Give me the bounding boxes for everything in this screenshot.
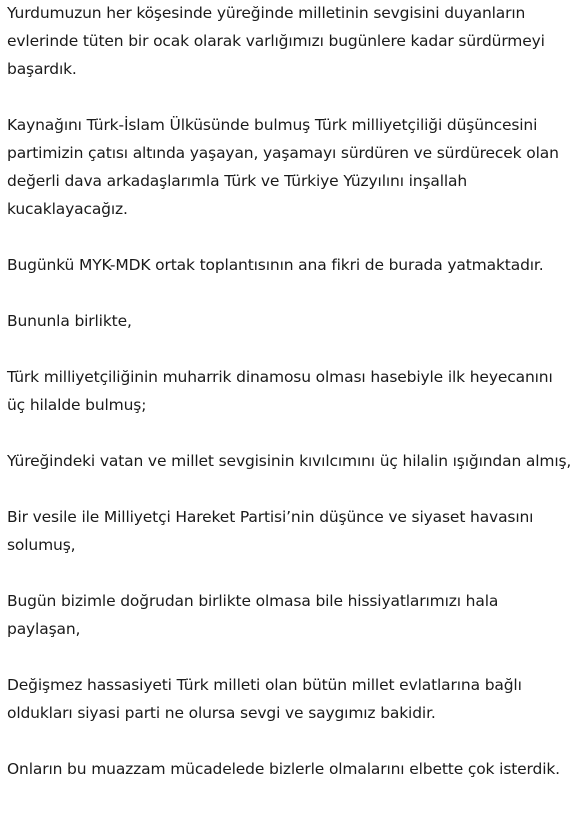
paragraph: Bir vesile ile Milliyetçi Hareket Partisi’nin düşünce ve siyaset havasını solumuş,: [7, 508, 534, 554]
paragraph: Kaynağını Türk-İslam Ülküsünde bulmuş Türk milliyetçiliği düşüncesini partimizin çatısı altında yaşayan, yaşamayı sürdüren ve sürdürecek olan değerli dava arkadaşlarımla Türk ve Türkiye Yüzyılını inşallah kucaklayacağız.: [7, 116, 559, 218]
paragraph: Bugün bizimle doğrudan birlikte olmasa bile hissiyatlarımızı hala paylaşan,: [7, 592, 499, 638]
paragraph: Değişmez hassasiyeti Türk milleti olan bütün millet evlatlarına bağlı oldukları siyasi parti ne olursa sevgi ve saygımız bakidir.: [7, 676, 522, 722]
paragraph: Bugünkü MYK-MDK ortak toplantısının ana fikri de burada yatmaktadır.: [7, 256, 544, 274]
paragraph: Bununla birlikte,: [7, 312, 132, 330]
paragraph: Onların bu muazzam mücadelede bizlerle olmalarını elbette çok isterdik.: [7, 760, 560, 778]
paragraph: Türk milliyetçiliğinin muharrik dinamosu olması hasebiyle ilk heyecanını üç hilalde bulmuş;: [7, 368, 553, 414]
paragraph: Yurdumuzun her köşesinde yüreğinde milletinin sevgisini duyanların evlerinde tüten bir ocak olarak varlığımızı bugünlere kadar sürdürmeyi başardık.: [7, 4, 545, 78]
paragraph: Yüreğindeki vatan ve millet sevgisinin kıvılcımını üç hilalin ışığından almış,: [7, 452, 572, 470]
